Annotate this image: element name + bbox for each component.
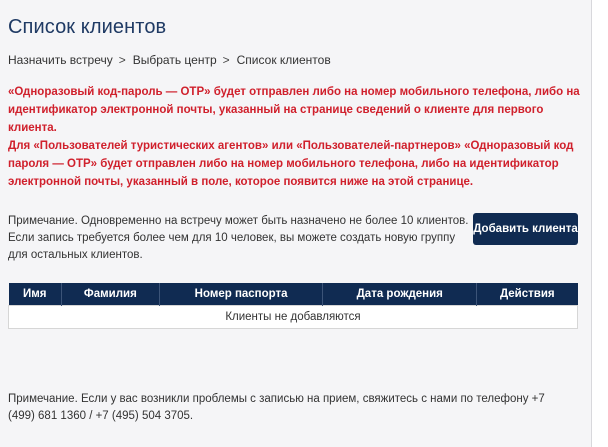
empty-table-message: Клиенты не добавляются <box>9 305 578 328</box>
clients-table <box>8 283 578 329</box>
table-row <box>9 305 578 328</box>
breadcrumb-separator: > <box>118 53 126 67</box>
page-title: Список клиентов <box>8 16 167 38</box>
table-header-row <box>9 283 578 305</box>
contact-note: Примечание. Если у вас возникли проблемы с записью на прием, свяжитесь с нами по телефону +7 (499) 681 1360 / +7 (495) 504 3705. <box>8 393 545 422</box>
breadcrumb-item-schedule[interactable]: Назначить встречу <box>8 53 113 67</box>
column-header-actions: Действия <box>477 283 578 305</box>
breadcrumb-item-select-center[interactable]: Выбрать центр <box>132 53 217 67</box>
column-header-birth-date: Дата рождения <box>323 283 477 305</box>
otp-alert-agents: Для «Пользователей туристических агентов» или «Пользователей-партнеров» «Одноразовый код пароля — OTP» будет отправлен либо на номер мобильного телефона, либо на идентификатор электронной почты, указанный в поле, которое появится ниже на этой странице. <box>8 140 574 188</box>
client-limit-note: Примечание. Одновременно на встречу может быть назначено не более 10 клиентов. Если запись требуется более чем для 10 человек, вы можете создать новую группу для остальных клиентов. <box>8 215 469 261</box>
column-header-last-name: Фамилия <box>61 283 159 305</box>
add-client-button[interactable]: Добавить клиента <box>473 213 578 245</box>
column-header-first-name: Имя <box>9 283 62 305</box>
breadcrumb-item-current: Список клиентов <box>236 53 331 67</box>
column-header-passport: Номер паспорта <box>159 283 323 305</box>
otp-alert-first-client: «Одноразовый код-пароль — OTP» будет отправлен либо на номер мобильного телефона, либо на идентификатор электронной почты, указанный на странице сведений о клиенте для первого клиента. <box>8 86 580 134</box>
breadcrumb <box>8 53 331 67</box>
breadcrumb-separator: > <box>222 53 230 67</box>
